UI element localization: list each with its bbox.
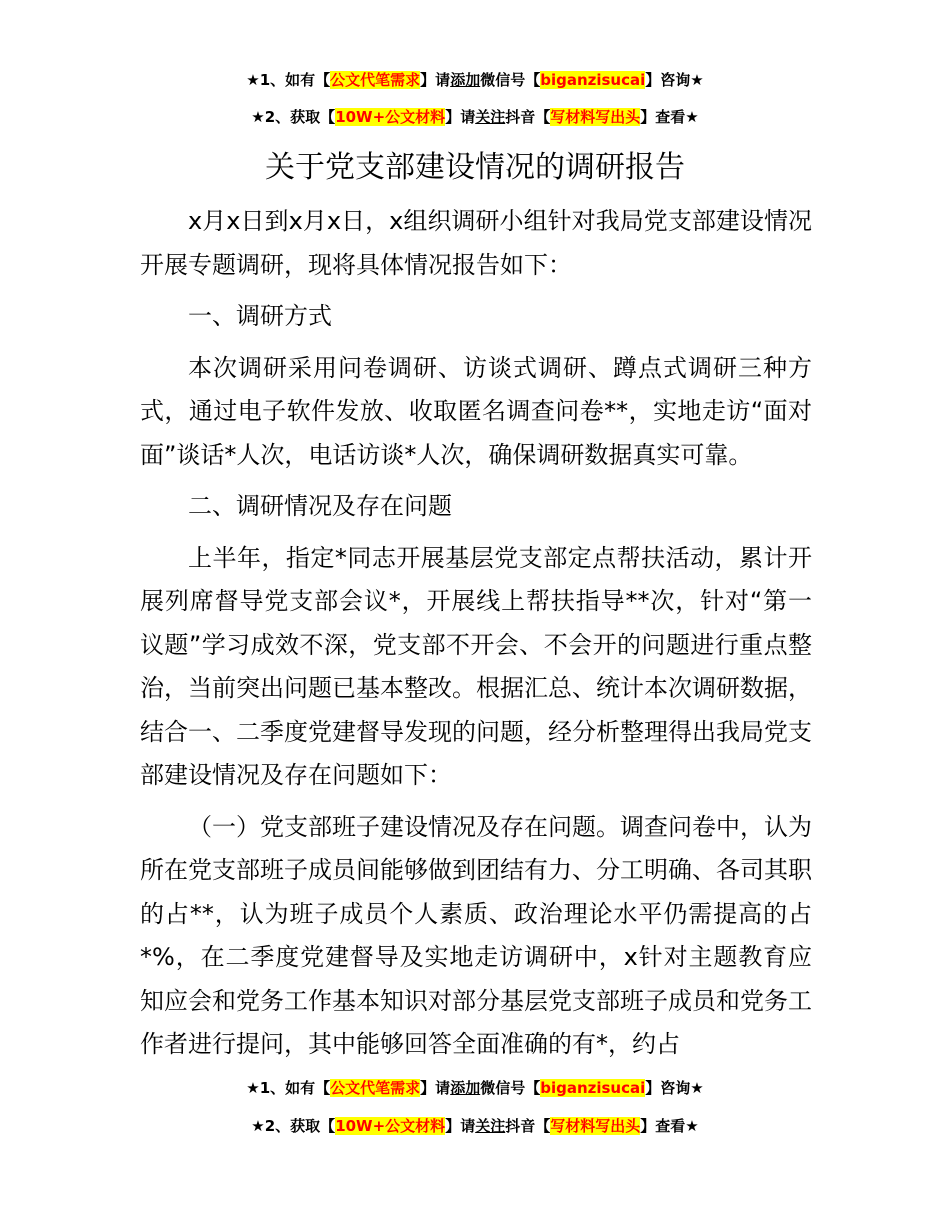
header-promo-line-2 — [0, 107, 950, 127]
paragraph-intro: x月x日到x月x日，x组织调研小组针对我局党支部建设情况开展专题调研，现将具体情况报告如下： — [140, 207, 812, 279]
promo-text: 】咨询★ — [645, 1079, 704, 1097]
section-heading-1: 一、调研方式 — [188, 302, 332, 330]
paragraph-situation: 上半年，指定*同志开展基层党支部定点帮扶活动，累计开展列席督导党支部会议*，开展线上帮扶指导**次，针对“第一议题”学习成效不深，党支部不开会、不会开的问题进行重点整治，当前突出问题已基本整改。根据汇总、统计本次调研数据，结合一、二季度党建督导发现的问题，经分析整理得出我局党支部建设情况及存在问题如下： — [140, 543, 812, 789]
promo-highlight: biganzisucai — [540, 71, 646, 89]
paragraph-subsection-1: （一）党支部班子建设情况及存在问题。调查问卷中，认为所在党支部班子成员间能够做到团结有力、分工明确、各司其职的占**，认为班子成员个人素质、政治理论水平仍需提高的占*%，在二季度党建督导及实地走访调研中，x针对主题教育应知应会和党务工作基本知识对部分基层党支部班子成员和党务工作者进行提问，其中能够回答全面准确的有*，约占 — [140, 812, 812, 1058]
promo-underline: 关注 — [475, 108, 506, 126]
paragraph-method: 本次调研采用问卷调研、访谈式调研、蹲点式调研三种方式，通过电子软件发放、收取匿名调查问卷**，实地走访“面对面”谈话*人次，电话访谈*人次，确保调研数据真实可靠。 — [140, 353, 812, 469]
promo-text: ★2、获取【 — [251, 1117, 336, 1135]
promo-highlight: biganzisucai — [540, 1079, 646, 1097]
promo-text: 】查看★ — [640, 1117, 699, 1135]
promo-underline: 添加 — [450, 71, 481, 89]
footer-promo-line-2 — [0, 1116, 950, 1136]
promo-highlight: 写材料写出头 — [550, 1117, 641, 1135]
document-body — [140, 200, 812, 1067]
promo-text: 微信号【 — [480, 1079, 541, 1097]
promo-text: ★2、获取【 — [251, 108, 336, 126]
promo-text: ★1、如有【 — [246, 1079, 331, 1097]
promo-text: 抖音【 — [505, 1117, 551, 1135]
promo-text: 】请 — [420, 71, 451, 89]
promo-underline: 关注 — [475, 1117, 506, 1135]
promo-text: 】请 — [420, 1079, 451, 1097]
document-title: 关于党支部建设情况的调研报告 — [265, 150, 685, 185]
promo-underline: 添加 — [450, 1079, 481, 1097]
promo-highlight: 公文代笔需求 — [330, 1079, 421, 1097]
footer-promo-line-1 — [0, 1078, 950, 1098]
promo-text: 】请 — [445, 1117, 476, 1135]
promo-text: 】咨询★ — [645, 71, 704, 89]
header-promo-line-1 — [0, 70, 950, 90]
promo-text: ★1、如有【 — [246, 71, 331, 89]
promo-highlight: 10W+公文材料 — [335, 1117, 446, 1135]
promo-text: 微信号【 — [480, 71, 541, 89]
section-heading-2: 二、调研情况及存在问题 — [188, 492, 452, 520]
promo-text: 】查看★ — [640, 108, 699, 126]
promo-text: 】请 — [445, 108, 476, 126]
promo-highlight: 写材料写出头 — [550, 108, 641, 126]
promo-highlight: 10W+公文材料 — [335, 108, 446, 126]
promo-text: 抖音【 — [505, 108, 551, 126]
promo-highlight: 公文代笔需求 — [330, 71, 421, 89]
